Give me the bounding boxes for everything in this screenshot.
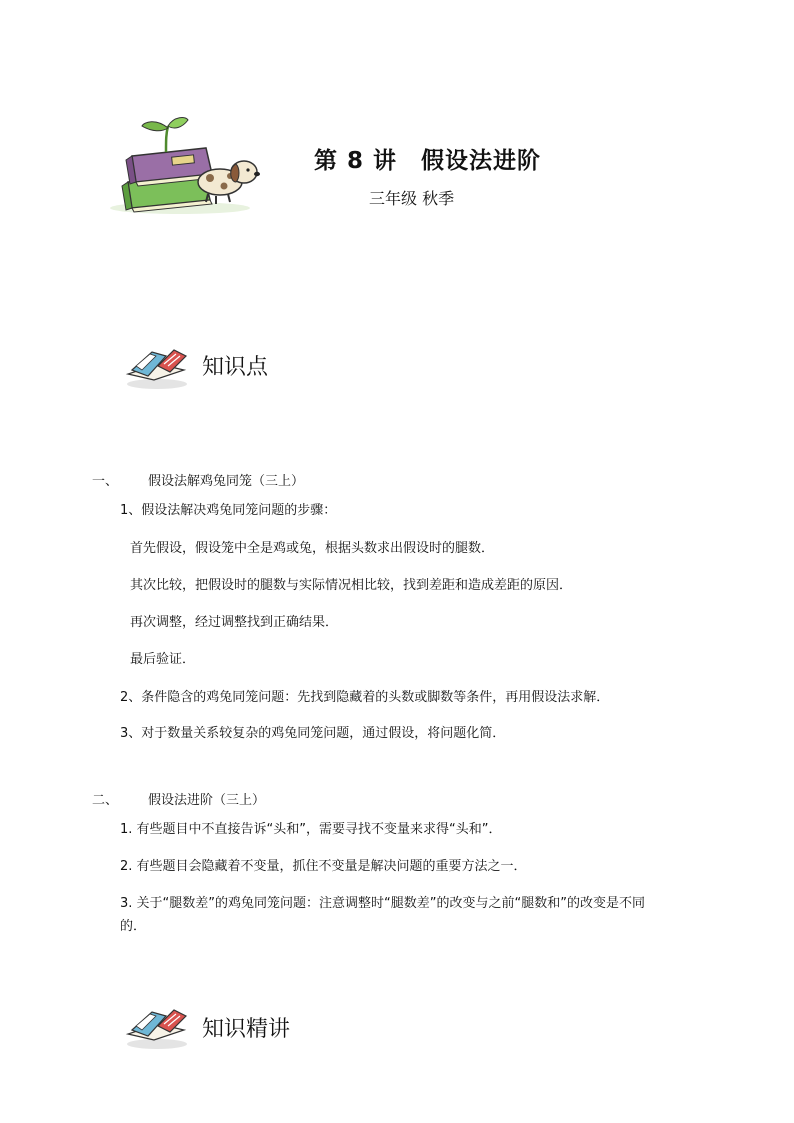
part1-item1: 1、假设法解决鸡兔同笼问题的步骤： [120, 503, 337, 518]
section-icon-knowledge-points [124, 344, 190, 394]
part1-title: 假设法解鸡兔同笼（三上） [148, 474, 305, 489]
part2-title: 假设法进阶（三上） [148, 793, 266, 808]
part1-step2: 其次比较，把假设时的腿数与实际情况相比较，找到差距和造成差距的原因． [130, 578, 573, 593]
part2-number: 二、 [92, 793, 119, 808]
part2-heading [92, 792, 492, 810]
part1-step1: 首先假设，假设笼中全是鸡或兔，根据头数求出假设时的腿数． [130, 541, 495, 556]
page-title: 第 8 讲 假设法进阶 [314, 148, 542, 174]
section-title-knowledge-lecture: 知识精讲 [202, 1017, 291, 1042]
section-title-knowledge-points: 知识点 [202, 355, 269, 380]
part2-item1: 1. 有些题目中不直接告诉“头和”，需要寻找不变量来求得“头和”． [120, 822, 502, 837]
part1-number: 一、 [92, 474, 119, 489]
part2-item2: 2. 有些题目会隐藏着不变量，抓住不变量是解决问题的重要方法之一． [120, 859, 527, 874]
open-book-icon [124, 344, 190, 390]
books-logo-icon [108, 112, 268, 220]
part1-item2: 2、条件隐含的鸡兔同笼问题：先找到隐藏着的头数或脚数等条件，再用假设法求解． [120, 690, 610, 705]
part1-step3: 再次调整，经过调整找到正确结果． [130, 615, 339, 630]
part1-heading [92, 473, 492, 491]
part2-item3-line2: 的． [120, 919, 147, 934]
part1-step4: 最后验证． [130, 652, 196, 667]
page-subtitle: 三年级 秋季 [369, 189, 455, 208]
part1-item3: 3、对于数量关系较复杂的鸡兔同笼问题，通过假设，将问题化简． [120, 726, 506, 741]
part2-item3-line1: 3. 关于“腿数差”的鸡兔同笼问题：注意调整时“腿数差”的改变与之前“腿数和”的改变是不同 [120, 896, 645, 911]
open-book-icon [124, 1004, 190, 1050]
section-icon-knowledge-lecture [124, 1004, 190, 1054]
